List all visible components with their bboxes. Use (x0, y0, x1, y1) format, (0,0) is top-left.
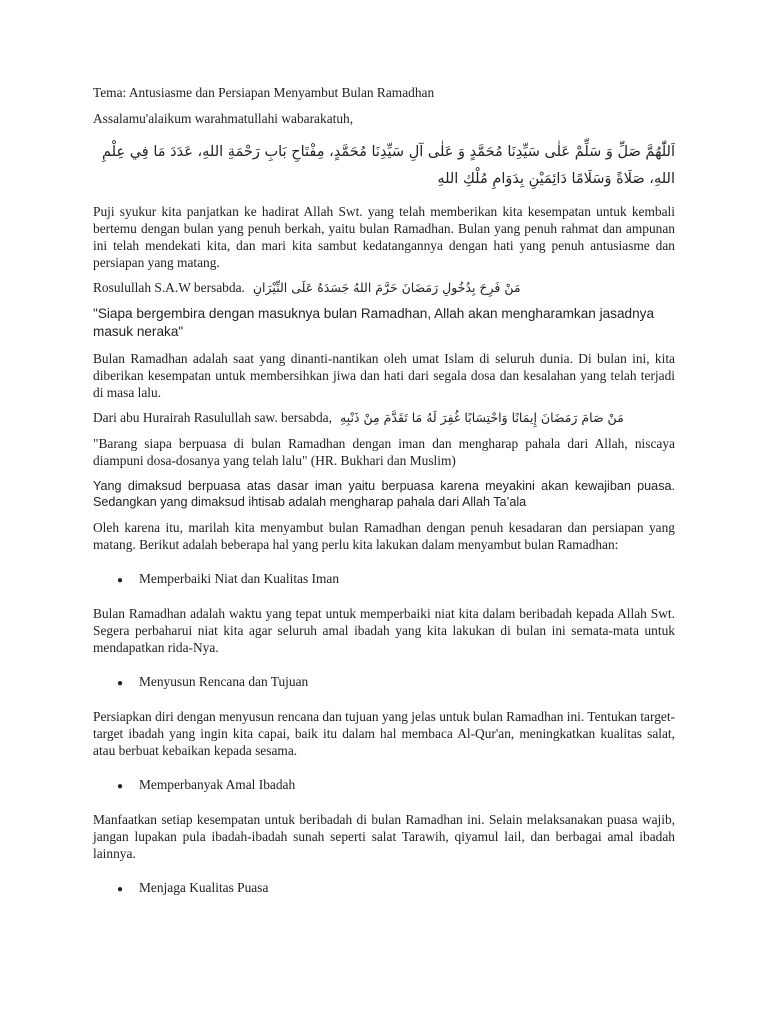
explanation-paragraph: Yang dimaksud berpuasa atas dasar iman yaitu berpuasa karena meyakini akan kewajiban puasa. Sedangkan yang dimaksud ihtisab adalah mengharap pahala dari Allah Ta’ala (93, 479, 675, 509)
hadith-2-arabic: مَنْ صَامَ رَمَضَانَ إِيمَانًا وَاحْتِسَابًا غُفِرَ لَهُ مَا تَقَدَّمَ مِنْ ذَنْبِهِ (339, 410, 624, 425)
list-item-rencana (117, 674, 675, 690)
hadith-2-row (93, 410, 675, 426)
paragraph-ramadhan: Bulan Ramadhan adalah saat yang dinanti-nantikan oleh umat Islam di seluruh dunia. Di bulan ini, kita diberikan kesempatan untuk membersihkan jiwa dan hati dari segala dosa dan kesalahan yang telah terjadi di masa lalu. (93, 351, 675, 400)
bullet-icon: ● (117, 884, 124, 895)
paragraph-call-to-action: Oleh karena itu, marilah kita menyambut bulan Ramadhan dengan penuh kesadaran dan persiapan yang matang. Berikut adalah beberapa hal yang perlu kita lakukan dalam menyambut bulan Ramadhan: (93, 520, 675, 552)
list-item-puasa (117, 880, 675, 896)
bullet-icon: ● (117, 678, 124, 689)
list-item-label: Memperbaiki Niat dan Kualitas Iman (139, 571, 340, 586)
bullet-icon: ● (117, 781, 124, 792)
hadith-1-intro: Rosulullah S.A.W bersabda. (93, 280, 245, 295)
paragraph-niat: Bulan Ramadhan adalah waktu yang tepat untuk memperbaiki niat kita dalam beribadah kepada Allah Swt. Segera perbaharui niat kita agar seluruh amal ibadah yang kita lakukan di bulan ini semata-mata untuk mendapatkan rida-Nya. (93, 606, 675, 655)
list-item-ibadah (117, 777, 675, 793)
document-body (93, 84, 675, 914)
paragraph-ibadah: Manfaatkan setiap kesempatan untuk beribadah di bulan Ramadhan ini. Selain melaksanakan puasa wajib, jangan lupakan pula ibadah-ibadah sunah seperti salat Tarawih, qiyamul lail, dan berbagai amal ibadah lainnya. (93, 812, 675, 861)
hadith-1-arabic: مَنْ فَرِحَ بِدُخُولِ رَمَضَانَ حَرَّمَ اللهُ جَسَدَهُ عَلَى النِّيْرَانِ (252, 280, 521, 295)
arabic-opening-prayer: اَللّٰهُمَّ صَلِّ وَ سَلِّمْ عَلٰى سَيِّدِنَا مُحَمَّدٍ وَ عَلٰى آلِ سَيِّدِنَا مُحَمَّدٍ، مِفْتَاحِ بَابِ رَحْمَةِ اللهِ، عَدَدَ مَا فِي عِلْمِ اللهِ، صَلَاةً وَسَلَامًا دَائِمَيْنِ بِدَوَامِ مُلْكِ اللهِ (102, 144, 675, 187)
document-theme: Tema: Antusiasme dan Persiapan Menyambut Bulan Ramadhan (93, 85, 435, 100)
paragraph-rencana: Persiapkan diri dengan menyusun rencana dan tujuan yang jelas untuk bulan Ramadhan ini. Tentukan target-target ibadah yang ingin kita capai, baik itu dalam hal membaca Al-Qur'an, meningkatkan kualitas salat, atau berbuat kebaikan kepada sesama. (93, 709, 676, 758)
list-item-label: Memperbanyak Amal Ibadah (139, 777, 296, 792)
paragraph-intro: Puji syukur kita panjatkan ke hadirat Allah Swt. yang telah memberikan kita kesempatan untuk kembali bertemu dengan bulan yang penuh berkah, yaitu bulan Ramadhan. Bulan yang penuh rahmat dan ampunan ini telah mendekati kita, dan mari kita sambut kedatangannya dengan hati yang penuh antusiasme dan persiapan yang matang. (93, 204, 675, 270)
list-item-label: Menjaga Kualitas Puasa (139, 880, 269, 895)
hadith-2-intro: Dari abu Hurairah Rasulullah saw. bersabda, (93, 410, 332, 425)
greeting: Assalamu'alaikum warahmatullahi wabarakatuh, (93, 111, 354, 126)
hadith-1-row (93, 280, 675, 296)
hadith-1-translation: "Siapa bergembira dengan masuknya bulan Ramadhan, Allah akan mengharamkan jasadnya masuk neraka" (93, 306, 655, 339)
list-item-label: Menyusun Rencana dan Tujuan (139, 674, 309, 689)
hadith-2-translation: "Barang siapa berpuasa di bulan Ramadhan dengan iman dan mengharap pahala dari Allah, niscaya diampuni dosa-dosanya yang telah lalu" (HR. Bukhari dan Muslim) (93, 436, 675, 468)
bullet-icon: ● (117, 575, 124, 586)
list-item-niat (117, 571, 675, 587)
